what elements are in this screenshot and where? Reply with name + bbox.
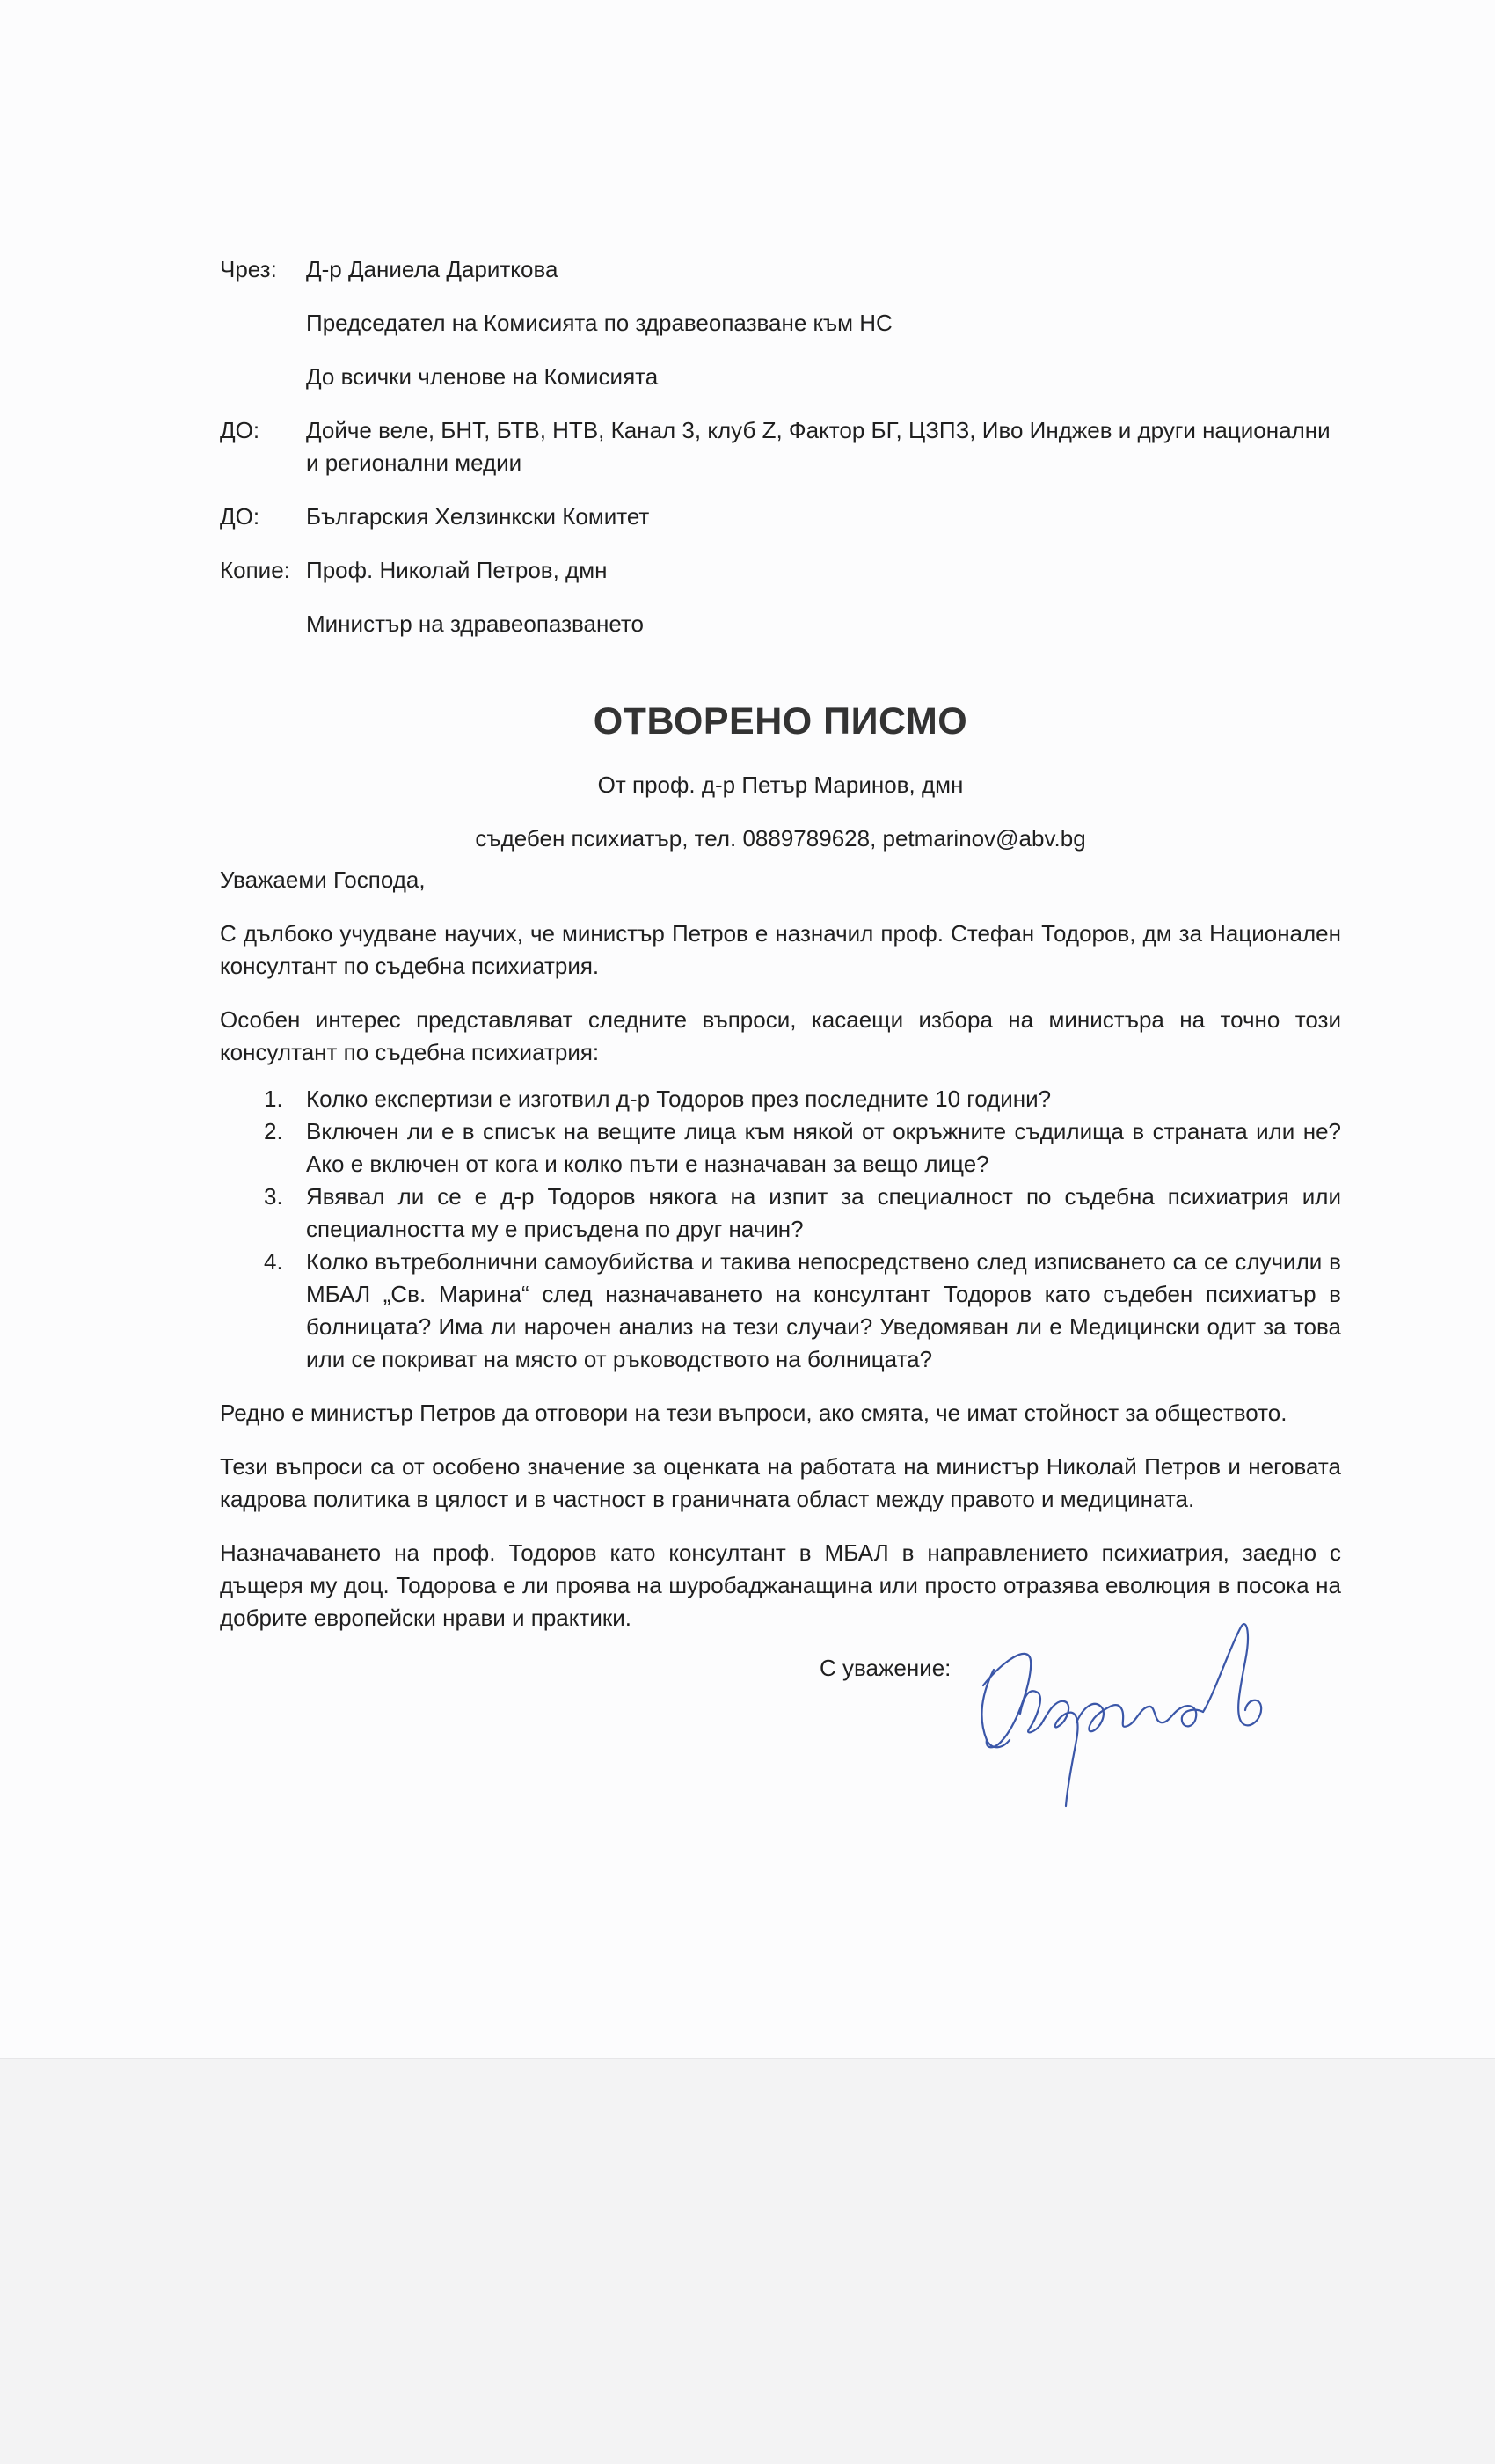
- signature-stroke: [1101, 1705, 1180, 1727]
- addressee-text: Проф. Николай Петров, дмн: [306, 557, 608, 583]
- question-text: Явявал ли се е д-р Тодоров някога на изпит за специалност по съдебна психиатрия или специалността му е присъдена по друг начин?: [306, 1183, 1341, 1242]
- addressee-label: ДО:: [220, 503, 260, 530]
- addressee-text: Българския Хелзинкски Комитет: [306, 503, 650, 530]
- addressee-label: Чрез:: [220, 256, 277, 282]
- paragraph: Назначаването на проф. Тодоров като консултант в МБАЛ в направлението психиатрия, заедно с дъщеря му доц. Тодорова е ли проява на шуробаджанащина или просто отразява еволюция в посока на добрите европейски нрави и практики.: [220, 1539, 1341, 1631]
- author-line: От проф. д-р Петър Маринов, дмн: [597, 771, 964, 798]
- scan-margin: [0, 2058, 1495, 2464]
- addressee-row: [220, 253, 1341, 286]
- question-number: 4.: [264, 1248, 283, 1275]
- question-number: 1.: [264, 1086, 283, 1112]
- addressee-text: Министър на здравеопазването: [306, 611, 645, 637]
- addressee-label: [220, 361, 306, 393]
- paragraph: С дълбоко учудване научих, че министър Петров е назначил проф. Стефан Тодоров, дм за Национален консултант по съдебна психиатрия.: [220, 920, 1341, 979]
- question-item: [220, 1246, 1341, 1376]
- addressee-row: [220, 501, 1341, 533]
- addressee-row: [220, 361, 1341, 393]
- paragraph: Редно е министър Петров да отговори на тези въпроси, ако смята, че имат стойност за обществото.: [220, 1400, 1287, 1426]
- addressee-row: [220, 307, 1341, 340]
- letter-title: ОТВОРЕНО ПИСМО: [593, 700, 968, 742]
- question-item: [220, 1181, 1341, 1246]
- signature-stroke: [1041, 1701, 1078, 1806]
- salutation: Уважаеми Господа,: [220, 866, 426, 893]
- question-item: [220, 1083, 1341, 1115]
- addressee-label: [220, 307, 306, 340]
- addressee-row: [220, 414, 1341, 479]
- addressee-text: До всички членове на Комисията: [306, 363, 659, 390]
- addressee-text: Д-р Даниела Дариткова: [306, 256, 558, 282]
- addressee-row: [220, 608, 1341, 640]
- question-list: [220, 1083, 1341, 1376]
- signature-block: [220, 1643, 1341, 1819]
- addressee-text: Дойче веле, БНТ, БТВ, НТВ, Канал 3, клуб Z, Фактор БГ, ЦЗПЗ, Иво Инджев и други национални и регионални медии: [306, 417, 1331, 476]
- letter-body: [220, 253, 1341, 1819]
- question-number: 2.: [264, 1118, 283, 1144]
- signature-stroke: [1076, 1704, 1104, 1731]
- addressee-label: [220, 608, 306, 640]
- question-item: [220, 1115, 1341, 1181]
- question-text: Колко експертизи е изготвил д-р Тодоров през последните 10 години?: [306, 1086, 1052, 1112]
- handwritten-signature: [967, 1608, 1302, 1819]
- closing-text: С уважение:: [820, 1655, 952, 1681]
- signature-stroke: [1203, 1624, 1261, 1725]
- paragraph: Особен интерес представляват следните въпроси, касаещи избора на министъра на точно този консултант по съдебна психиатрия:: [220, 1006, 1341, 1065]
- question-number: 3.: [264, 1183, 283, 1210]
- addressee-label: ДО:: [220, 417, 260, 443]
- question-text: Включен ли е в списък на вещите лица към някой от окръжните съдилища в страната или не? Ако е включен от кога и колко пъти е назначаван за вещо лице?: [306, 1118, 1341, 1177]
- addressee-text: Председател на Комисията по здравеопазване към НС: [306, 310, 893, 336]
- addressee-row: [220, 554, 1341, 587]
- author-contact: съдебен психиатър, тел. 0889789628, petmarinov@abv.bg: [475, 825, 1086, 852]
- paragraph: Тези въпроси са от особено значение за оценката на работата на министър Николай Петров и неговата кадрова политика в цялост и в частност в граничната област между правото и медицината.: [220, 1453, 1341, 1512]
- signature-stroke: [1180, 1706, 1203, 1726]
- addressee-label: Копие:: [220, 557, 290, 583]
- question-text: Колко вътреболнични самоубийства и такива непосредствено след изписването са се случили в МБАЛ „Св. Марина“ след назначаването на консултант Тодоров като съдебен психиатър в болницата? Има ли нарочен анализ на тези случаи? Уведомяван ли е Медицински одит за това или се покриват на място от ръководството на болницата?: [306, 1248, 1341, 1372]
